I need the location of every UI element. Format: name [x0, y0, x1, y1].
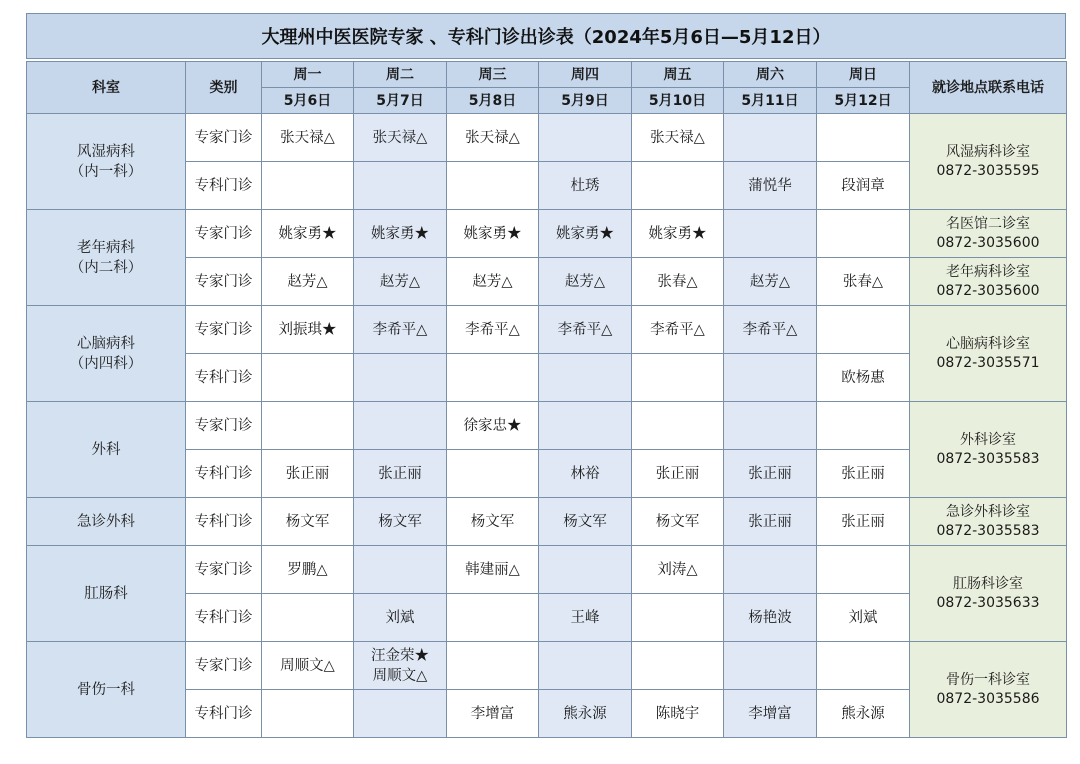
schedule-cell — [447, 690, 539, 738]
category-cell: 专家门诊 — [186, 258, 262, 306]
doctor-name: 赵芳△ — [379, 273, 421, 290]
schedule-cell — [354, 594, 447, 642]
doctor-name: 李希平△ — [742, 321, 798, 338]
schedule-cell — [817, 594, 910, 642]
location-line: 0872-3035600 — [936, 234, 1040, 251]
schedule-cell — [447, 162, 539, 210]
dept-name-line: 老年病科 — [77, 239, 135, 256]
doctor-name: 张正丽 — [748, 465, 792, 482]
location-line: 0872-3035571 — [936, 354, 1040, 371]
doctor-name: 赵芳△ — [472, 273, 513, 290]
schedule-cell — [817, 258, 910, 306]
schedule-cell — [724, 498, 817, 546]
schedule-cell — [632, 402, 724, 450]
dept-name-line: 外科 — [91, 441, 121, 458]
schedule-cell — [724, 546, 817, 594]
dept-name-line: 心脑病科 — [77, 335, 135, 352]
page-title: 大理州中医医院专家 、专科门诊出诊表（2024年5月6日—5月12日） — [26, 13, 1066, 59]
table-row — [27, 210, 1067, 258]
schedule-cell — [724, 210, 817, 258]
schedule-cell — [262, 258, 354, 306]
location-cell — [910, 306, 1067, 402]
doctor-name: 杨艳波 — [748, 609, 792, 626]
schedule-cell — [354, 306, 447, 354]
schedule-cell — [724, 690, 817, 738]
schedule-cell — [632, 162, 724, 210]
header-date: 5月11日 — [724, 88, 817, 114]
category-cell: 专科门诊 — [186, 354, 262, 402]
doctor-name: 王峰 — [570, 609, 600, 626]
schedule-cell — [262, 450, 354, 498]
schedule-cell — [817, 546, 910, 594]
doctor-name: 刘振琪★ — [278, 321, 337, 338]
schedule-cell — [632, 114, 724, 162]
schedule-cell — [447, 258, 539, 306]
schedule-cell — [262, 354, 354, 402]
doctor-name: 张正丽 — [748, 513, 792, 530]
table-row — [27, 402, 1067, 450]
location-line: 急诊外科诊室 — [946, 503, 1030, 520]
schedule-cell — [447, 210, 539, 258]
doctor-name: 姚家勇★ — [278, 225, 337, 242]
schedule-cell — [632, 258, 724, 306]
doctor-name: 李希平△ — [557, 321, 613, 338]
header-weekday: 周四 — [539, 62, 632, 88]
schedule-cell — [632, 690, 724, 738]
location-line: 0872-3035583 — [936, 522, 1040, 539]
doctor-name: 姚家勇★ — [371, 225, 429, 242]
schedule-cell — [447, 450, 539, 498]
schedule-cell — [817, 162, 910, 210]
schedule-cell — [539, 402, 632, 450]
doctor-name: 张天禄△ — [280, 129, 335, 146]
header-weekday: 周日 — [817, 62, 910, 88]
schedule-cell — [262, 210, 354, 258]
doctor-name: 张天禄△ — [372, 129, 428, 146]
dept-name — [27, 402, 186, 498]
header-weekday: 周五 — [632, 62, 724, 88]
dept-name — [27, 306, 186, 402]
doctor-name: 姚家勇★ — [648, 225, 707, 242]
doctor-name: 熊永源 — [563, 705, 607, 722]
doctor-name: 姚家勇★ — [556, 225, 614, 242]
doctor-name: 张天禄△ — [650, 129, 705, 146]
dept-name-line: （内一科） — [69, 163, 143, 180]
dept-name — [27, 210, 186, 306]
location-cell — [910, 498, 1067, 546]
doctor-name: 李希平△ — [465, 321, 520, 338]
doctor-name: 杨文军 — [285, 513, 330, 530]
schedule-sheet — [26, 13, 1066, 738]
schedule-cell — [632, 498, 724, 546]
schedule-cell — [354, 450, 447, 498]
dept-name-line: （内四科） — [69, 355, 143, 372]
schedule-cell — [539, 114, 632, 162]
schedule-cell — [817, 642, 910, 690]
category-cell: 专家门诊 — [186, 546, 262, 594]
category-cell: 专家门诊 — [186, 642, 262, 690]
dept-name-line: 肛肠科 — [84, 585, 128, 602]
header-date: 5月7日 — [354, 88, 447, 114]
doctor-name: 李希平△ — [372, 321, 428, 338]
header-dept: 科室 — [27, 62, 186, 114]
doctor-name: 李希平△ — [650, 321, 705, 338]
header-date: 5月9日 — [539, 88, 632, 114]
doctor-name: 李增富 — [748, 705, 792, 722]
location-cell — [910, 642, 1067, 738]
location-line: 0872-3035595 — [936, 162, 1040, 179]
category-cell: 专家门诊 — [186, 114, 262, 162]
schedule-cell — [632, 642, 724, 690]
schedule-cell — [262, 162, 354, 210]
doctor-name: 李增富 — [470, 705, 515, 722]
doctor-name: 张春△ — [842, 273, 884, 290]
schedule-cell — [354, 690, 447, 738]
schedule-table — [26, 61, 1067, 738]
schedule-cell — [354, 210, 447, 258]
doctor-name: 段润章 — [841, 177, 885, 194]
doctor-name: 张正丽 — [378, 465, 422, 482]
location-cell — [910, 114, 1067, 210]
schedule-cell — [539, 258, 632, 306]
doctor-name: 张天禄△ — [465, 129, 520, 146]
location-cell — [910, 546, 1067, 642]
header-date: 5月8日 — [447, 88, 539, 114]
location-line: 0872-3035633 — [936, 594, 1040, 611]
schedule-cell — [447, 354, 539, 402]
doctor-name: 杨文军 — [470, 513, 515, 530]
location-cell — [910, 402, 1067, 498]
schedule-cell — [724, 354, 817, 402]
doctor-name: 汪金荣★ — [371, 647, 429, 664]
doctor-name: 赵芳△ — [287, 273, 328, 290]
dept-name-line: （内二科） — [69, 259, 143, 276]
doctor-name: 张正丽 — [285, 465, 330, 482]
header-date: 5月12日 — [817, 88, 910, 114]
schedule-cell — [447, 402, 539, 450]
schedule-cell — [354, 498, 447, 546]
schedule-cell — [539, 546, 632, 594]
location-line: 心脑病科诊室 — [946, 335, 1030, 352]
schedule-cell — [354, 402, 447, 450]
schedule-cell — [724, 402, 817, 450]
header-weekday: 周一 — [262, 62, 354, 88]
location-line: 老年病科诊室 — [946, 263, 1030, 280]
schedule-cell — [447, 594, 539, 642]
doctor-name: 张正丽 — [841, 513, 885, 530]
schedule-cell — [539, 690, 632, 738]
location-cell — [910, 210, 1067, 258]
doctor-name: 赵芳△ — [749, 273, 791, 290]
header-date: 5月10日 — [632, 88, 724, 114]
schedule-cell — [724, 306, 817, 354]
schedule-cell — [262, 306, 354, 354]
doctor-name: 姚家勇★ — [463, 225, 522, 242]
location-line: 肛肠科诊室 — [953, 575, 1023, 592]
schedule-cell — [724, 114, 817, 162]
header-weekday: 周二 — [354, 62, 447, 88]
schedule-cell — [539, 594, 632, 642]
doctor-name: 张春△ — [657, 273, 698, 290]
doctor-name: 周顺文△ — [280, 657, 335, 674]
schedule-cell — [724, 642, 817, 690]
header-weekday: 周六 — [724, 62, 817, 88]
schedule-cell — [539, 306, 632, 354]
doctor-name: 张正丽 — [841, 465, 885, 482]
doctor-name: 刘斌 — [848, 609, 878, 626]
dept-name — [27, 498, 186, 546]
table-row — [27, 546, 1067, 594]
schedule-cell — [724, 258, 817, 306]
doctor-name: 周顺文△ — [372, 667, 428, 684]
schedule-cell — [447, 642, 539, 690]
schedule-cell — [539, 162, 632, 210]
doctor-name: 蒲悦华 — [748, 177, 792, 194]
schedule-cell — [632, 306, 724, 354]
doctor-name: 欧杨惠 — [841, 369, 885, 386]
location-line: 名医馆二诊室 — [946, 215, 1030, 232]
category-cell: 专科门诊 — [186, 498, 262, 546]
schedule-cell — [539, 498, 632, 546]
schedule-cell — [632, 354, 724, 402]
schedule-cell — [354, 114, 447, 162]
header-category: 类别 — [186, 62, 262, 114]
category-cell: 专家门诊 — [186, 210, 262, 258]
doctor-name: 陈晓宇 — [655, 705, 700, 722]
schedule-cell — [262, 690, 354, 738]
location-line: 0872-3035583 — [936, 450, 1040, 467]
table-row — [27, 114, 1067, 162]
doctor-name: 熊永源 — [841, 705, 885, 722]
location-line: 骨伤一科诊室 — [946, 671, 1030, 688]
schedule-cell — [817, 114, 910, 162]
schedule-cell — [724, 162, 817, 210]
schedule-cell — [817, 402, 910, 450]
schedule-cell — [724, 450, 817, 498]
location-line: 外科诊室 — [960, 431, 1016, 448]
schedule-cell — [632, 594, 724, 642]
header-location: 就诊地点联系电话 — [910, 62, 1067, 114]
location-line: 0872-3035586 — [936, 690, 1040, 707]
schedule-cell — [817, 210, 910, 258]
doctor-name: 杨文军 — [378, 513, 422, 530]
schedule-cell — [539, 450, 632, 498]
doctor-name: 赵芳△ — [564, 273, 606, 290]
schedule-cell — [354, 258, 447, 306]
doctor-name: 杨文军 — [655, 513, 700, 530]
dept-name — [27, 642, 186, 738]
header-date: 5月6日 — [262, 88, 354, 114]
dept-name — [27, 546, 186, 642]
schedule-cell — [262, 546, 354, 594]
schedule-cell — [262, 114, 354, 162]
schedule-cell — [447, 114, 539, 162]
dept-name-line: 骨伤一科 — [77, 681, 135, 698]
category-cell: 专科门诊 — [186, 690, 262, 738]
dept-name-line: 风湿病科 — [77, 143, 135, 160]
schedule-cell — [539, 642, 632, 690]
schedule-cell — [539, 210, 632, 258]
location-line: 0872-3035600 — [936, 282, 1040, 299]
schedule-cell — [817, 690, 910, 738]
schedule-cell — [447, 306, 539, 354]
schedule-cell — [817, 450, 910, 498]
schedule-cell — [632, 210, 724, 258]
doctor-name: 韩建丽△ — [465, 561, 520, 578]
table-row — [27, 498, 1067, 546]
doctor-name: 刘斌 — [385, 609, 415, 626]
schedule-cell — [354, 642, 447, 690]
schedule-cell — [354, 546, 447, 594]
schedule-cell — [447, 546, 539, 594]
category-cell: 专科门诊 — [186, 594, 262, 642]
schedule-cell — [539, 354, 632, 402]
doctor-name: 杨文军 — [563, 513, 607, 530]
category-cell: 专科门诊 — [186, 162, 262, 210]
doctor-name: 罗鹏△ — [287, 561, 328, 578]
header-weekday: 周三 — [447, 62, 539, 88]
category-cell: 专科门诊 — [186, 450, 262, 498]
schedule-cell — [262, 642, 354, 690]
schedule-cell — [262, 498, 354, 546]
doctor-name: 徐家忠★ — [463, 417, 522, 434]
dept-name-line: 急诊外科 — [77, 513, 135, 530]
schedule-cell — [447, 498, 539, 546]
doctor-name: 林裕 — [570, 465, 600, 482]
schedule-cell — [354, 162, 447, 210]
table-row — [27, 642, 1067, 690]
schedule-cell — [262, 402, 354, 450]
category-cell: 专家门诊 — [186, 402, 262, 450]
location-cell — [910, 258, 1067, 306]
schedule-cell — [817, 498, 910, 546]
schedule-cell — [817, 354, 910, 402]
doctor-name: 杜琇 — [570, 177, 600, 194]
schedule-cell — [632, 450, 724, 498]
doctor-name: 张正丽 — [655, 465, 700, 482]
schedule-cell — [632, 546, 724, 594]
dept-name — [27, 114, 186, 210]
doctor-name: 刘涛△ — [657, 561, 698, 578]
schedule-cell — [262, 594, 354, 642]
schedule-cell — [724, 594, 817, 642]
schedule-cell — [354, 354, 447, 402]
location-line: 风湿病科诊室 — [946, 143, 1030, 160]
schedule-cell — [817, 306, 910, 354]
table-row — [27, 306, 1067, 354]
category-cell: 专家门诊 — [186, 306, 262, 354]
